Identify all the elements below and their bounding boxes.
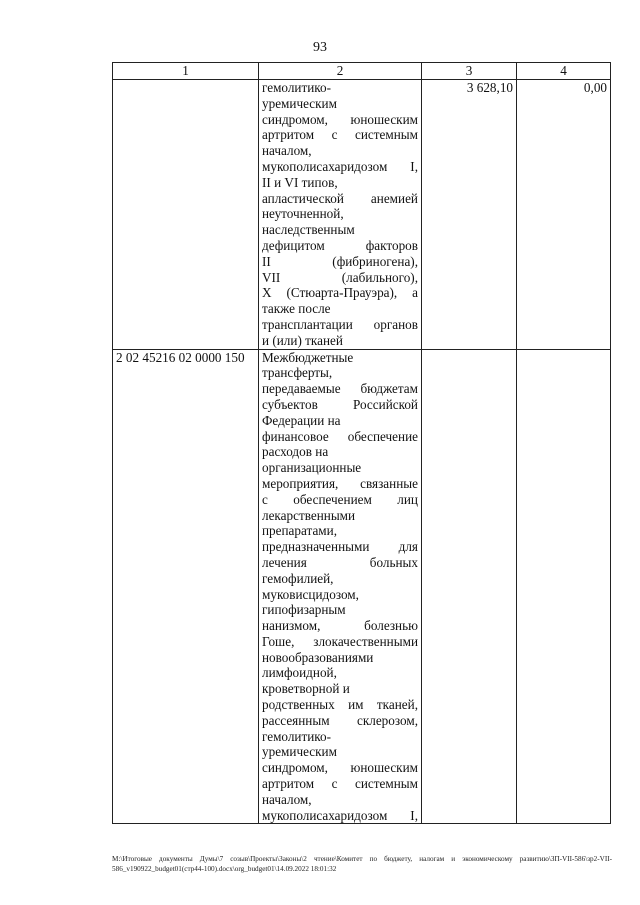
budget-code-cell [113, 80, 259, 350]
description-line: с обеспечением лиц [262, 491, 418, 507]
description-line: трансплантации органов [262, 316, 418, 332]
description-line: уремическим [262, 95, 337, 111]
description-line: Гоше, злокачественными [262, 633, 418, 649]
page-number: 93 [313, 40, 327, 55]
description-line: субъектов Российской [262, 396, 418, 412]
description-line: дефицитом факторов [262, 237, 418, 253]
description-line: гемолитико- [262, 728, 332, 744]
description-line: артритом с системным [262, 127, 418, 143]
description-line: передаваемые бюджетам [262, 381, 418, 397]
description-line: финансовое обеспечение [262, 428, 418, 444]
description-line: кроветворной и [262, 681, 350, 697]
description-line: Межбюджетные [262, 349, 354, 365]
description-line: началом, [262, 791, 312, 807]
description-line: X (Стюарта-Прауэра), а [262, 285, 418, 301]
amount-cell-1: 3 628,10 [422, 80, 517, 350]
description-line: лечения больных [262, 554, 418, 570]
budget-code-cell: 2 02 45216 02 0000 150 [113, 349, 259, 824]
column-header-3: 3 [422, 63, 517, 80]
description-line: препаратами, [262, 523, 337, 539]
description-line: II и VI типов, [262, 174, 338, 190]
description-line: апластической анемией [262, 190, 418, 206]
table-row [113, 80, 611, 350]
description-line: II (фибриногена), [262, 253, 418, 269]
file-path-line-2: 586_v190922_budget01(стр44-100).docx\org_budget01\14.09.2022 18:01:32 [112, 865, 337, 873]
description-cell [259, 349, 422, 824]
description-line: синдромом, юношеским [262, 111, 418, 127]
file-path-footer [112, 854, 612, 874]
description-line: наследственным [262, 222, 355, 238]
amount-cell-1 [422, 349, 517, 824]
description-line: нанизмом, болезнью [262, 618, 418, 634]
file-path-line-1: M:\Итоговые документы Думы\7 созыв\Проекты\Законы\2 чтение\Комитет по бюджету, налогам и экономическому развитию\ЗП-VII-586\зр2-VII- [112, 855, 612, 863]
description-line: уремическим [262, 744, 337, 760]
description-line: родственных им тканей, [262, 697, 418, 713]
table-row [113, 349, 611, 824]
description-line: мукополисахаридозом I, [262, 807, 418, 823]
description-line: синдромом, юношеским [262, 760, 418, 776]
description-line: также после [262, 301, 331, 317]
description-line: лекарственными [262, 507, 356, 523]
column-header-1: 1 [113, 63, 259, 80]
description-line: гипофизарным [262, 602, 346, 618]
description-line: гемофилией, [262, 570, 334, 586]
description-line: мероприятия, связанные [262, 475, 418, 491]
amount-cell-2 [517, 349, 611, 824]
description-line: и (или) тканей [262, 332, 343, 348]
description-line: муковисцидозом, [262, 586, 359, 602]
amount-cell-2: 0,00 [517, 80, 611, 350]
column-header-2: 2 [259, 63, 422, 80]
table-header-row [113, 63, 611, 80]
description-cell [259, 80, 422, 350]
description-line: предназначенными для [262, 539, 418, 555]
budget-table [112, 62, 611, 824]
description-line: лимфоидной, [262, 665, 337, 681]
description-line: мукополисахаридозом I, [262, 158, 418, 174]
description-line: трансферты, [262, 365, 333, 381]
description-line: артритом с системным [262, 776, 418, 792]
column-header-4: 4 [517, 63, 611, 80]
description-line: организационные [262, 460, 362, 476]
description-line: VII (лабильного), [262, 269, 418, 285]
description-line: новообразованиями [262, 649, 374, 665]
description-line: Федерации на [262, 412, 341, 428]
description-line: неуточненной, [262, 206, 344, 222]
description-line: гемолитико- [262, 80, 332, 95]
description-line: началом, [262, 143, 312, 159]
description-line: расходов на [262, 444, 329, 460]
description-line: рассеянным склерозом, [262, 712, 418, 728]
